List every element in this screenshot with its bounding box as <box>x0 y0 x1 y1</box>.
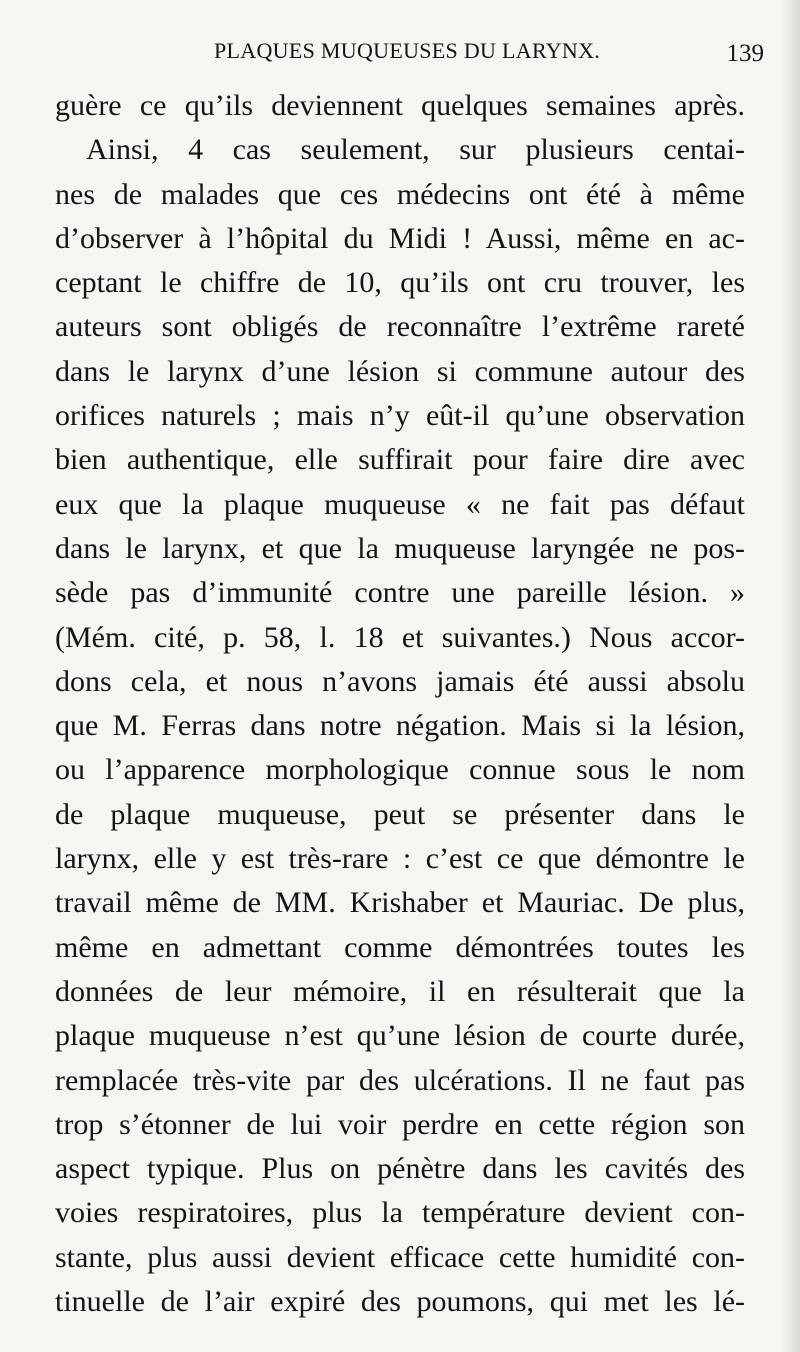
text-line: même en admettant comme démontrées toutes les <box>55 930 745 964</box>
text-line: Ainsi, 4 cas seulement, sur plusieurs centai- <box>86 133 745 167</box>
text-line: voies respiratoires, plus la température devient con- <box>55 1196 745 1230</box>
text-line: bien authentique, elle suffirait pour faire dire avec <box>55 443 745 477</box>
text-line: remplacée très-vite par des ulcérations. Il ne faut pas <box>55 1063 745 1097</box>
running-title: PLAQUES MUQUEUSES DU LARYNX. <box>214 38 601 63</box>
text-line: nes de malades que ces médecins ont été à même <box>55 177 745 211</box>
text-line: de plaque muqueuse, peut se présenter dans le <box>55 797 745 831</box>
text-line: données de leur mémoire, il en résulterait que la <box>55 974 745 1008</box>
text-line: ou l’apparence morphologique connue sous le nom <box>55 753 745 787</box>
text-line: d’observer à l’hôpital du Midi ! Aussi, même en ac- <box>55 221 745 255</box>
text-line: trop s’étonner de lui voir perdre en cette région son <box>55 1107 745 1141</box>
text-line: (Mém. cité, p. 58, l. 18 et suivantes.) Nous accor- <box>55 620 745 654</box>
text-line: plaque muqueuse n’est qu’une lésion de courte durée, <box>55 1019 745 1053</box>
text-line: orifices naturels ; mais n’y eût-il qu’une observation <box>55 399 745 433</box>
text-line: dans le larynx, et que la muqueuse laryngée ne pos- <box>55 531 745 565</box>
text-line: dans le larynx d’une lésion si commune autour des <box>55 354 745 388</box>
text-line: auteurs sont obligés de reconnaître l’extrême rareté <box>55 310 745 344</box>
text-line: sède pas d’immunité contre une pareille lésion. » <box>55 576 745 610</box>
text-line: tinuelle de l’air expiré des poumons, qui met les lé- <box>55 1285 745 1319</box>
text-line: dons cela, et nous n’avons jamais été aussi absolu <box>55 664 745 698</box>
text-line: travail même de MM. Krishaber et Mauriac. De plus, <box>55 886 745 920</box>
body-text <box>55 84 745 1324</box>
page-number: 139 <box>726 40 764 67</box>
text-line: ceptant le chiffre de 10, qu’ils ont cru trouver, les <box>55 266 745 300</box>
text-line: eux que la plaque muqueuse « ne fait pas défaut <box>55 487 745 521</box>
text-line: que M. Ferras dans notre négation. Mais si la lésion, <box>55 709 745 743</box>
running-head <box>55 34 770 74</box>
page-edge-shadow <box>782 0 800 1352</box>
text-line: stante, plus aussi devient efficace cette humidité con- <box>55 1240 745 1274</box>
text-line: aspect typique. Plus on pénètre dans les cavités des <box>55 1152 745 1186</box>
text-line: guère ce qu’ils deviennent quelques semaines après. <box>55 89 745 122</box>
text-line: larynx, elle y est très-rare : c’est ce que démontre le <box>55 842 745 876</box>
